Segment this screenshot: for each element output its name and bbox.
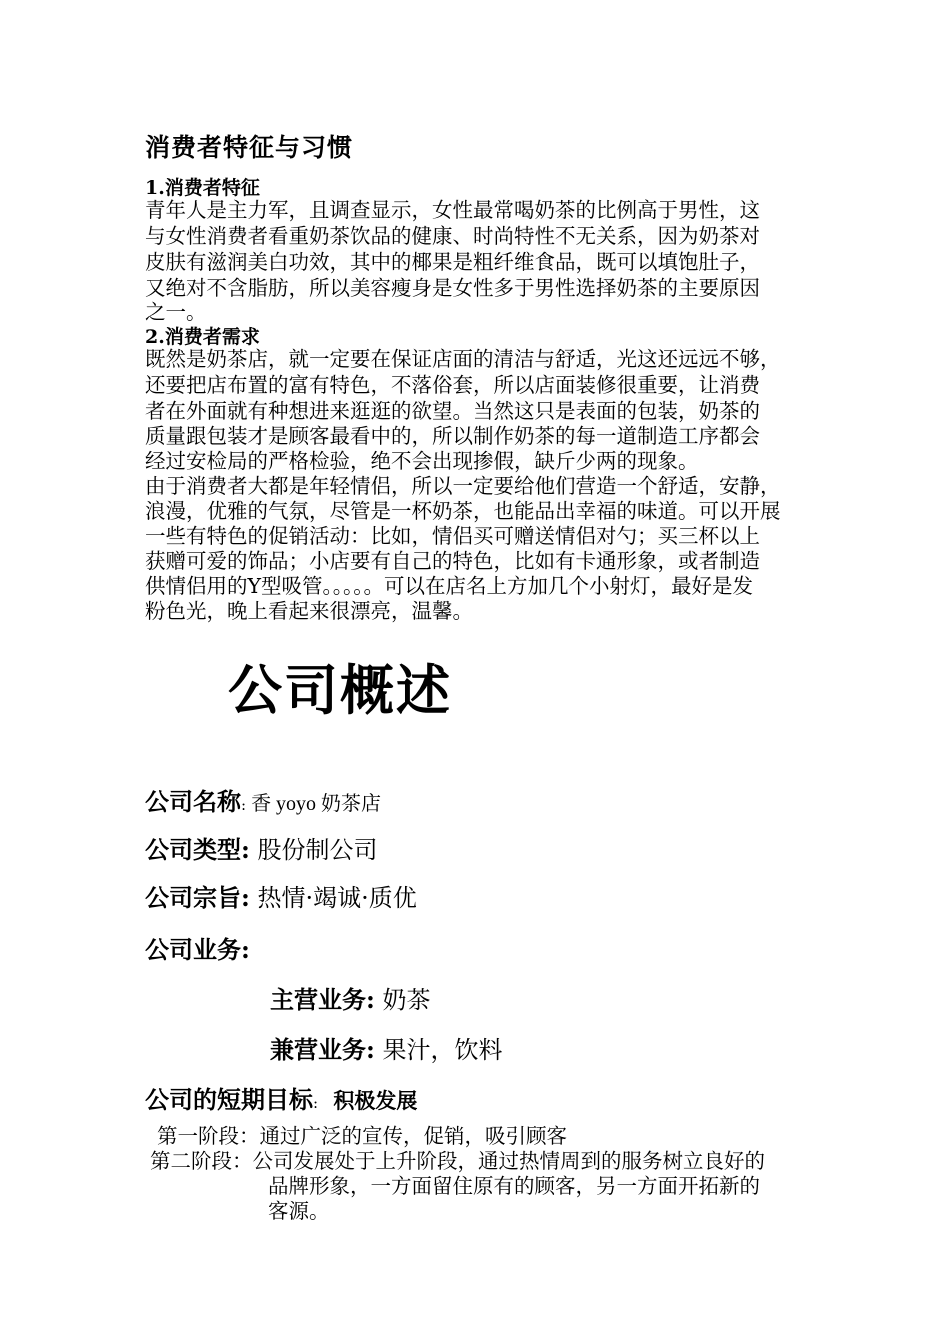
phase-two-line: 品牌形象，一方面留住原有的顾客，另一方面开拓新的 bbox=[268, 1174, 760, 1198]
section-title-consumer: 消费者特征与习惯 bbox=[145, 133, 354, 162]
paragraph-line: 由于消费者大都是年轻情侣，所以一定要给他们营造一个舒适，安静， bbox=[145, 474, 781, 498]
phase-one-label: 第一阶段： bbox=[157, 1124, 260, 1148]
paragraph-line: 供情侣用的Y型吸管。。。。。可以在店名上方加几个小射灯，最好是发 bbox=[145, 574, 754, 598]
paragraph-line: 粉色光，晚上看起来很漂亮，温馨。 bbox=[145, 599, 473, 623]
phase-one-text: 通过广泛的宣传，促销，吸引顾客 bbox=[259, 1124, 567, 1148]
company-business-row bbox=[145, 930, 250, 965]
company-purpose-row bbox=[145, 878, 417, 913]
paragraph-line: 者在外面就有种想进来逛逛的欲望。当然这只是表面的包装，奶茶的 bbox=[145, 399, 760, 423]
company-purpose-label: 公司宗旨: bbox=[145, 883, 250, 912]
section-title-company-overview: 公司概述 bbox=[228, 658, 452, 722]
paragraph-line: 浪漫，优雅的气氛，尽管是一杯奶茶，也能品出幸福的味道。可以开展 bbox=[145, 499, 781, 523]
company-name-value: 香 yoyo 奶茶店 bbox=[246, 793, 382, 815]
company-type-row bbox=[145, 830, 378, 865]
side-business-label: 兼营业务: bbox=[270, 1035, 375, 1064]
subheading-consumer-traits: 1.消费者特征 bbox=[145, 177, 260, 199]
paragraph-line: 一些有特色的促销活动：比如，情侣买可赠送情侣对勺；买三杯以上 bbox=[145, 524, 760, 548]
paragraph-line: 获赠可爱的饰品；小店要有自己的特色，比如有卡通形象，或者制造 bbox=[145, 549, 760, 573]
paragraph-line: 经过安检局的严格检验，绝不会出现掺假，缺斤少两的现象。 bbox=[145, 449, 699, 473]
short-term-goal-colon: : bbox=[313, 1094, 319, 1112]
paragraph-line: 青年人是主力军，且调查显示，女性最常喝奶茶的比例高于男性，这 bbox=[145, 198, 760, 222]
company-name-label: 公司名称 bbox=[145, 787, 241, 816]
side-business-value: 果汁，饮料 bbox=[374, 1036, 503, 1064]
company-name-colon: : bbox=[241, 796, 247, 814]
company-purpose-value: 热情·竭诚·质优 bbox=[249, 884, 417, 912]
short-term-goal-value: 积极发展 bbox=[333, 1088, 418, 1113]
company-business-label: 公司业务: bbox=[145, 935, 250, 964]
company-type-label: 公司类型: bbox=[145, 835, 250, 864]
paragraph-line: 还要把店布置的富有特色，不落俗套，所以店面装修很重要，让消费 bbox=[145, 373, 760, 397]
company-type-value: 股份制公司 bbox=[249, 836, 378, 864]
phase-two-line: 公司发展处于上升阶段，通过热情周到的服务树立良好的 bbox=[252, 1149, 765, 1173]
phase-two-line: 客源。 bbox=[268, 1199, 330, 1223]
paragraph-line: 又绝对不含脂肪，所以美容瘦身是女性多于男性选择奶茶的主要原因 bbox=[145, 276, 760, 300]
paragraph-line: 既然是奶茶店，就一定要在保证店面的清洁与舒适，光这还远远不够， bbox=[145, 347, 781, 371]
short-term-goal-row bbox=[145, 1080, 417, 1115]
company-name-row bbox=[145, 782, 381, 817]
phase-two-label: 第二阶段： bbox=[150, 1149, 253, 1173]
paragraph-line: 之一。 bbox=[145, 300, 207, 324]
short-term-goal-label: 公司的短期目标 bbox=[145, 1085, 313, 1114]
main-business-value: 奶茶 bbox=[374, 986, 431, 1014]
subheading-consumer-needs: 2.消费者需求 bbox=[145, 326, 260, 348]
paragraph-line: 皮肤有滋润美白功效，其中的椰果是粗纤维食品，既可以填饱肚子， bbox=[145, 250, 760, 274]
side-business-row bbox=[270, 1030, 503, 1065]
paragraph-line: 质量跟包装才是顾客最看中的，所以制作奶茶的每一道制造工序都会 bbox=[145, 424, 760, 448]
main-business-label: 主营业务: bbox=[270, 985, 375, 1014]
main-business-row bbox=[270, 980, 431, 1015]
paragraph-line: 与女性消费者看重奶茶饮品的健康、时尚特性不无关系，因为奶茶对 bbox=[145, 224, 760, 248]
